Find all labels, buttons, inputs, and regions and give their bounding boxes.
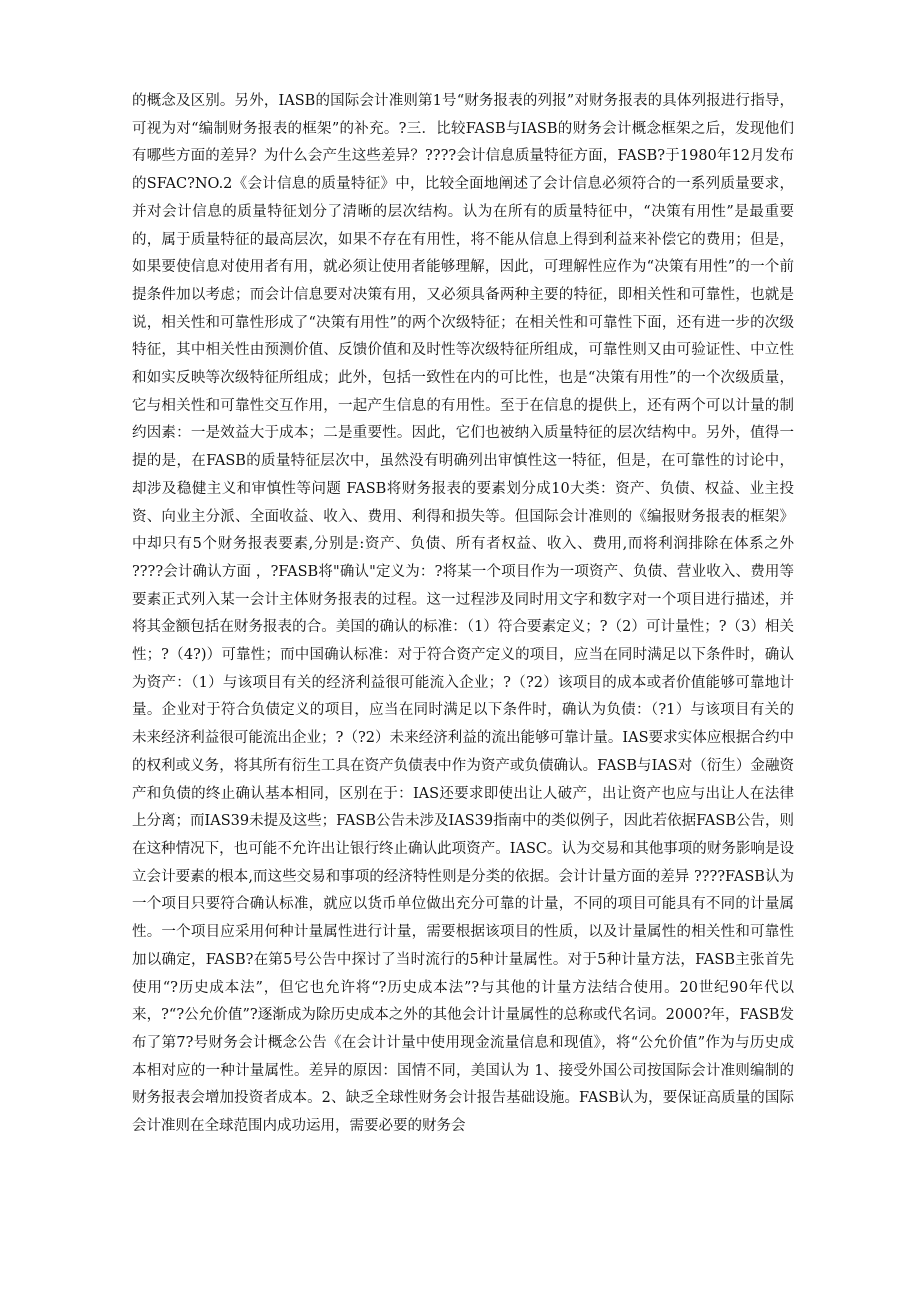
body-paragraph: 的概念及区别。另外，IASB的国际会计准则第1号“财务报表的列报”对财务报表的具体列报进行指导，可视为对“编制财务报表的框架”的补充。?三．比较FASB与IASB的财务会计概念框架之后，发现他们有哪些方面的差异？为什么会产生这些差异？????会计信息质量特征方面，FASB?于1980年12月发布的SFAC?NO.2《会计信息的质量特征》中，比较全面地阐述了会计信息必须符合的一系列质量要求，并对会计信息的质量特征划分了清晰的层次结构。认为在所有的质量特征中，“决策有用性”是最重要的，属于质量特征的最高层次，如果不存在有用性，将不能从信息上得到利益来补偿它的费用；但是，如果要使信息对使用者有用，就必须让使用者能够理解，因此，可理解性应作为“决策有用性”的一个前提条件加以考虑；而会计信息要对决策有用，又必须具备两种主要的特征，即相关性和可靠性，也就是说，相关性和可靠性形成了“决策有用性”的两个次级特征；在相关性和可靠性下面，还有进一步的次级特征，其中相关性由预测价值、反馈价值和及时性等次级特征所组成，可靠性则又由可验证性、中立性和如实反映等次级特征所组成；此外，包括一致性在内的可比性，也是“决策有用性”的一个次级质量，它与相关性和可靠性交互作用，一起产生信息的有用性。至于在信息的提供上，还有两个可以计量的制约因素：一是效益大于成本；二是重要性。因此，它们也被纳入质量特征的层次结构中。另外，值得一提的是，在FASB的质量特征层次中，虽然没有明确列出审慎性这一特征，但是，在可靠性的讨论中，却涉及稳健主义和审慎性等问题 FASB将财务报表的要素划分成10大类：资产、负债、权益、业主投资、向业主分派、全面收益、收入、费用、利得和损失等。但国际会计准则的《编报财务报表的框架》中却只有5个财务报表要素,分别是:资产、负债、所有者权益、收入、费用,而将利润排除在体系之外 ????会计确认方面 ，?FASB将"确认"定义为：?将某一个项目作为一项资产、负债、营业收入、费用等要素正式列入某一会计主体财务报表的过程。这一过程涉及同时用文字和数字对一个项目进行描述，并将其金额包括在财务报表的合。美国的确认的标准：（1）符合要素定义；?（2）可计量性；?（3）相关性；?（4?)）可靠性；而中国确认标准：对于符合资产定义的项目，应当在同时满足以下条件时，确认为资产：（1）与该项目有关的经济利益很可能流入企业；?（?2）该项目的成本或者价值能够可靠地计量。企业对于符合负债定义的项目，应当在同时满足以下条件时，确认为负债：（?1）与该项目有关的未来经济利益很可能流出企业；?（?2）未来经济利益的流出能够可靠计量。IAS要求实体应根据合约中的权利或义务，将其所有衍生工具在资产负债表中作为资产或负债确认。FASB与IAS对（衍生）金融资产和负债的终止确认基本相同，区别在于：IAS还要求即使出让人破产，出让资产也应与出让人在法律上分离；而IAS39未提及这些；FASB公告未涉及IAS39指南中的类似例子，因此若依据FASB公告，则在这种情况下，也可能不允许出让银行终止确认此项资产。IASC。认为交易和其他事项的财务影响是设立会计要素的根本,而这些交易和事项的经济特性则是分类的依据。会计计量方面的差异 ????FASB认为一个项目只要符合确认标准，就应以货币单位做出充分可靠的计量，不同的项目可能具有不同的计量属性。一个项目应采用何种计量属性进行计量，需要根据该项目的性质，以及计量属性的相关性和可靠性加以确定，FASB?在第5号公告中探讨了当时流行的5种计量属性。对于5种计量方法，FASB主张首先使用“?历史成本法”，但它也允许将“?历史成本法”?与其他的计量方法结合使用。20世纪90年代以来，?“?公允价值”?逐渐成为除历史成本之外的其他会计计量属性的总称或代名词。2000?年，FASB发布了第7?号财务会计概念公告《在会计计量中使用现金流量信息和现值》，将“公允价值”作为与历史成本相对应的一种计量属性。差异的原因：国情不同，美国认为 1、接受外国公司按国际会计准则编制的财务报表会增加投资者成本。2、缺乏全球性财务会计报告基础设施。FASB认为，要保证高质量的国际会计准则在全球范围内成功运用，需要必要的财务会 [132, 93, 794, 1135]
